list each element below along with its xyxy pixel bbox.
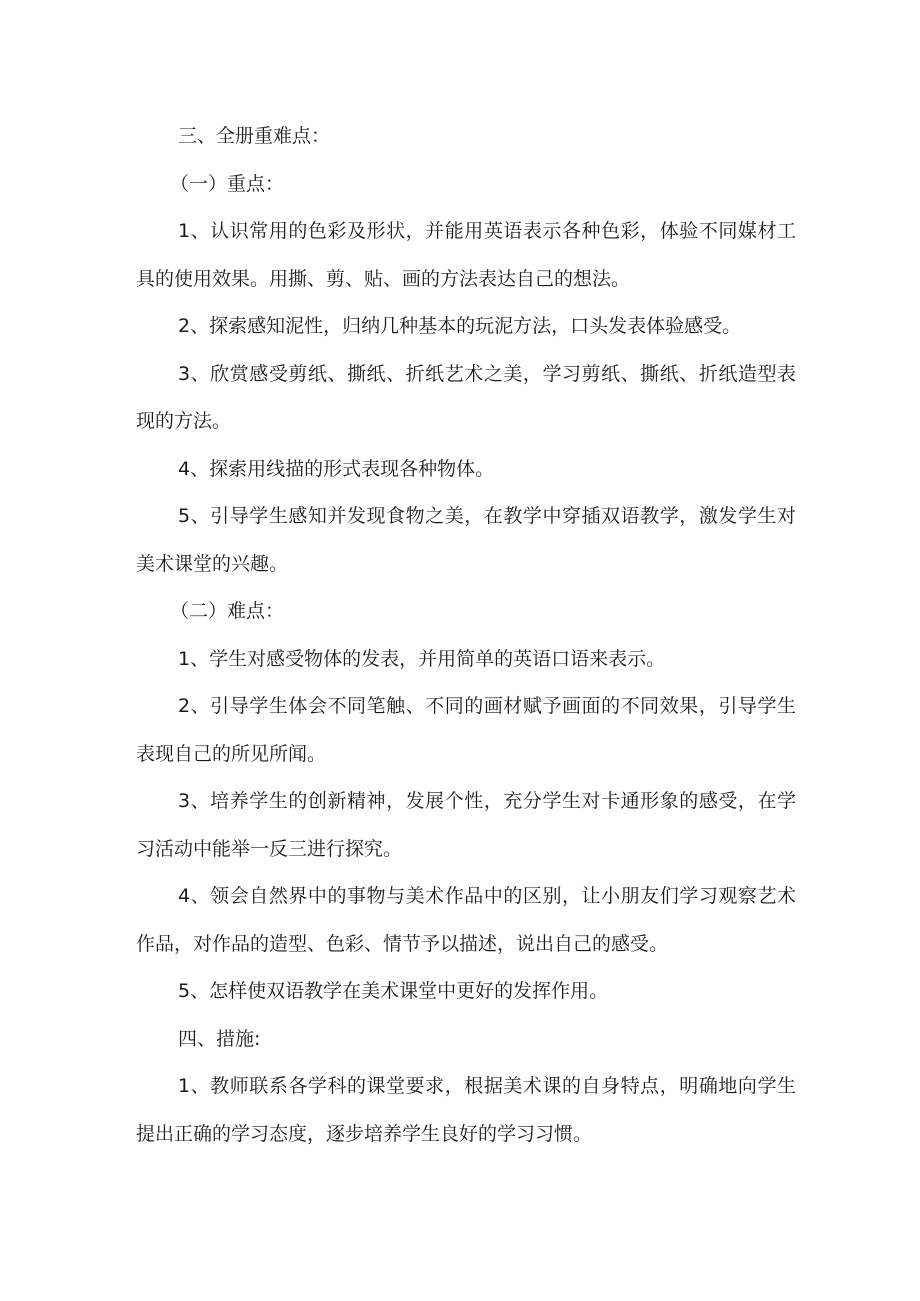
section-heading-difficulties: 三、全册重难点： <box>178 125 331 147</box>
measure-1: 1、教师联系各学科的课堂要求，根据美术课的自身特点，明确地向学生提出正确的学习态度，逐步培养学生良好的学习习惯。 <box>136 1075 796 1145</box>
subheading-difficult-points: （二）难点： <box>170 600 285 622</box>
difficult-point-5: 5、怎样使双语教学在美术课堂中更好的发挥作用。 <box>178 980 609 1002</box>
key-point-1: 1、认识常用的色彩及形状，并能用英语表示各种色彩，体验不同媒材工具的使用效果。用撕、剪、贴、画的方法表达自己的想法。 <box>136 220 796 290</box>
subheading-key-points: （一）重点： <box>170 172 285 195</box>
document-body <box>136 113 796 1158</box>
key-point-2: 2、探索感知泥性，归纳几种基本的玩泥方法，口头发表体验感受。 <box>178 315 742 337</box>
difficult-point-1: 1、学生对感受物体的发表，并用简单的英语口语来表示。 <box>178 647 666 670</box>
difficult-point-3: 3、培养学生的创新精神，发展个性，充分学生对卡通形象的感受，在学习活动中能举一反三进行探究。 <box>136 790 796 860</box>
key-point-5: 5、引导学生感知并发现食物之美，在教学中穿插双语教学，激发学生对美术课堂的兴趣。 <box>136 505 796 575</box>
difficult-point-2: 2、引导学生体会不同笔触、不同的画材赋予画面的不同效果，引导学生表现自己的所见所闻。 <box>136 695 796 765</box>
section-heading-measures: 四、措施: <box>178 1027 261 1050</box>
key-point-4: 4、探索用线描的形式表现各种物体。 <box>178 457 495 480</box>
key-point-3: 3、欣赏感受剪纸、撕纸、折纸艺术之美，学习剪纸、撕纸、折纸造型表现的方法。 <box>136 362 796 432</box>
difficult-point-4: 4、领会自然界中的事物与美术作品中的区别，让小朋友们学习观察艺术作品，对作品的造型、色彩、情节予以描述，说出自己的感受。 <box>136 885 796 955</box>
